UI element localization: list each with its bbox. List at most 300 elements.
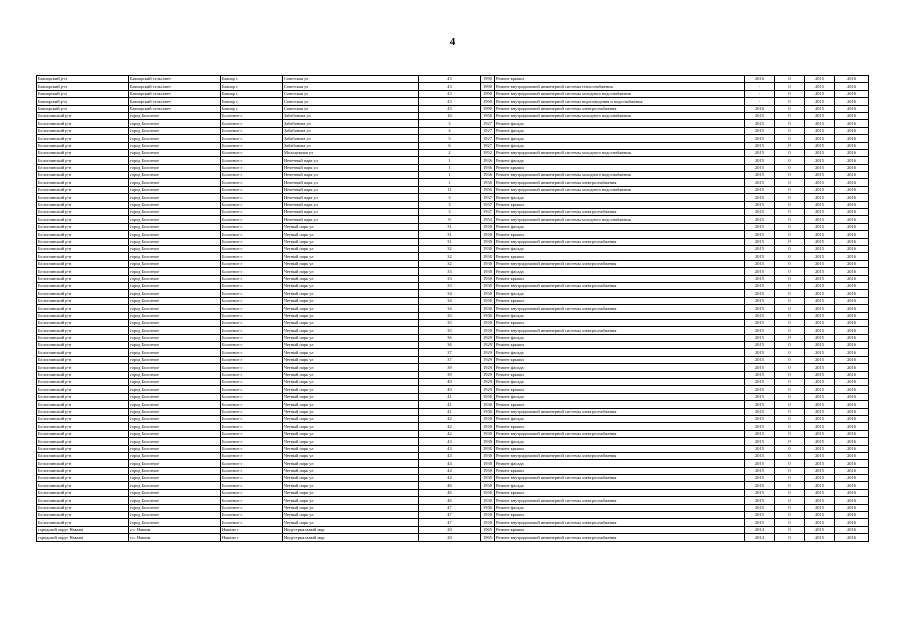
cell-municipality: г.о. Наказм <box>129 526 221 533</box>
cell-period-start: 2015 <box>805 194 835 201</box>
cell-street: Четный парк ул <box>283 415 419 422</box>
cell-period-start: 2015 <box>805 157 835 164</box>
cell-period-start: 2015 <box>805 379 835 386</box>
cell-locality: Наказм г <box>221 534 283 541</box>
cell-district: Белоглинский р-н <box>37 393 129 400</box>
cell-period-start: 2015 <box>805 371 835 378</box>
cell-build-year: 1954 <box>481 216 495 223</box>
cell-cost: 0 <box>775 423 805 430</box>
cell-cost: 0 <box>775 83 805 90</box>
cell-build-year: 1929 <box>481 334 495 341</box>
cell-locality: Болотное г <box>221 297 283 304</box>
cell-locality: Болотное г <box>221 504 283 511</box>
cell-period-start: 2015 <box>805 120 835 127</box>
cell-locality: Болотное г <box>221 438 283 445</box>
cell-locality: Болотное г <box>221 223 283 230</box>
cell-street: Четный парк ул <box>283 438 419 445</box>
cell-cost: 0 <box>775 305 805 312</box>
cell-period-start: 2015 <box>805 386 835 393</box>
cell-house-number: 36 <box>419 334 481 341</box>
cell-plan-year: 2015 <box>745 157 775 164</box>
cell-house-number: 43 <box>419 445 481 452</box>
cell-municipality: город Болотное <box>129 504 221 511</box>
cell-build-year: 1929 <box>481 386 495 393</box>
cell-build-year: 1930 <box>481 467 495 474</box>
cell-house-number: 35 <box>419 327 481 334</box>
cell-house-number: 1 <box>419 157 481 164</box>
cell-street: Четный парк ул <box>283 260 419 267</box>
cell-period-end: 2016 <box>835 260 869 267</box>
cell-period-start: 2015 <box>805 452 835 459</box>
cell-period-end: 2016 <box>835 201 869 208</box>
cell-build-year: 1930 <box>481 423 495 430</box>
cell-work-type: Ремонт внутридомовой инженерной системы электроснабжения <box>495 327 745 334</box>
cell-house-number: 41 <box>419 408 481 415</box>
cell-locality: Болотное г <box>221 460 283 467</box>
cell-period-end: 2016 <box>835 415 869 422</box>
cell-district: Белоглинский р-н <box>37 349 129 356</box>
cell-municipality: город Болотное <box>129 519 221 526</box>
cell-period-end: 2016 <box>835 452 869 459</box>
cell-house-number: 1 <box>419 172 481 179</box>
cell-period-end: 2016 <box>835 349 869 356</box>
cell-plan-year: 2015 <box>745 172 775 179</box>
cell-cost: 0 <box>775 401 805 408</box>
cell-district: Белоглинский р-н <box>37 408 129 415</box>
cell-period-start: 2015 <box>805 342 835 349</box>
cell-cost: 0 <box>775 408 805 415</box>
cell-cost: 0 <box>775 526 805 533</box>
cell-locality: Болотное г <box>221 290 283 297</box>
cell-build-year: 1929 <box>481 379 495 386</box>
cell-municipality: город Болотное <box>129 475 221 482</box>
cell-period-end: 2016 <box>835 526 869 533</box>
cell-house-number: 11 <box>419 186 481 193</box>
cell-plan-year: - <box>745 90 775 97</box>
cell-cost: 0 <box>775 149 805 156</box>
cell-build-year: 1965 <box>481 534 495 541</box>
cell-period-end: 2016 <box>835 253 869 260</box>
cell-municipality: город Болотное <box>129 445 221 452</box>
cell-house-number: 43 <box>419 105 481 112</box>
cell-municipality: город Болотное <box>129 356 221 363</box>
cell-work-type: Ремонт фасада <box>495 245 745 252</box>
table-row <box>37 379 869 386</box>
cell-house-number: 33 <box>419 282 481 289</box>
cell-plan-year: 2015 <box>745 415 775 422</box>
table-row <box>37 349 869 356</box>
cell-house-number: 3 <box>419 201 481 208</box>
cell-district: Белоглинский р-н <box>37 497 129 504</box>
cell-street: Четный парк ул <box>283 297 419 304</box>
cell-period-end: 2016 <box>835 497 869 504</box>
table-row <box>37 489 869 496</box>
cell-district: Белоглинский р-н <box>37 364 129 371</box>
cell-work-type: Ремонт крыши <box>495 371 745 378</box>
cell-build-year: 1930 <box>481 245 495 252</box>
cell-street: Индустриальный мкр <box>283 534 419 541</box>
cell-street: Четный парк ул <box>283 489 419 496</box>
cell-street: Четный парк ул <box>283 482 419 489</box>
cell-district: Белоглинский р-н <box>37 371 129 378</box>
cell-locality: Болотное г <box>221 519 283 526</box>
cell-work-type: Ремонт крыши <box>495 467 745 474</box>
cell-cost: 0 <box>775 186 805 193</box>
cell-work-type: Ремонт фасада <box>495 379 745 386</box>
cell-district: Белоглинский р-н <box>37 305 129 312</box>
cell-municipality: город Болотное <box>129 364 221 371</box>
cell-plan-year: 2015 <box>745 290 775 297</box>
cell-work-type: Ремонт внутридомовой инженерной системы холодного водоснабжения <box>495 112 745 119</box>
cell-work-type: Ремонт внутридомовой инженерной системы электроснабжения <box>495 238 745 245</box>
cell-street: Четный парк ул <box>283 223 419 230</box>
cell-municipality: Бакчарский сельсовет <box>129 83 221 90</box>
cell-period-end: 2016 <box>835 179 869 186</box>
cell-cost: 0 <box>775 112 805 119</box>
cell-house-number: 40 <box>419 379 481 386</box>
cell-build-year: 1927 <box>481 120 495 127</box>
cell-district: Белоглинский р-н <box>37 519 129 526</box>
cell-work-type: Ремонт внутридомовой инженерной системы холодного водоснабжения <box>495 186 745 193</box>
cell-district: Белоглинский р-н <box>37 356 129 363</box>
cell-locality: Болотное г <box>221 149 283 156</box>
cell-build-year: 1930 <box>481 231 495 238</box>
cell-municipality: город Болотное <box>129 127 221 134</box>
cell-plan-year: 2015 <box>745 327 775 334</box>
cell-locality: Болотное г <box>221 467 283 474</box>
cell-work-type: Ремонт крыши <box>495 386 745 393</box>
cell-house-number: 1 <box>419 164 481 171</box>
table-row <box>37 534 869 541</box>
cell-build-year: 1930 <box>481 445 495 452</box>
cell-build-year: 1930 <box>481 393 495 400</box>
table-row <box>37 430 869 437</box>
cell-street: Четный парк ул <box>283 238 419 245</box>
cell-street: Четный парк ул <box>283 497 419 504</box>
cell-house-number: 41 <box>419 393 481 400</box>
cell-plan-year: 2015 <box>745 268 775 275</box>
cell-district: Белоглинский р-н <box>37 127 129 134</box>
cell-cost: 0 <box>775 364 805 371</box>
table-row <box>37 334 869 341</box>
cell-district: Белоглинский р-н <box>37 135 129 142</box>
cell-work-type: Ремонт внутридомовой инженерной системы холодного водоснабжения <box>495 172 745 179</box>
cell-cost: 0 <box>775 497 805 504</box>
cell-plan-year: 2015 <box>745 253 775 260</box>
cell-work-type: Ремонт крыши <box>495 231 745 238</box>
cell-house-number: 43 <box>419 438 481 445</box>
cell-locality: Болотное г <box>221 393 283 400</box>
cell-build-year: 1929 <box>481 356 495 363</box>
cell-locality: Болотное г <box>221 209 283 216</box>
cell-period-end: 2016 <box>835 231 869 238</box>
cell-municipality: г.о. Наказм <box>129 534 221 541</box>
cell-municipality: город Болотное <box>129 386 221 393</box>
cell-municipality: город Болотное <box>129 489 221 496</box>
cell-work-type: Ремонт внутридомовой инженерной системы электроснабжения <box>495 497 745 504</box>
table-row <box>37 112 869 119</box>
cell-plan-year: 2015 <box>745 460 775 467</box>
cell-build-year: 1929 <box>481 364 495 371</box>
cell-period-start: 2015 <box>805 164 835 171</box>
cell-locality: Болотное г <box>221 386 283 393</box>
cell-municipality: Бакчарский сельсовет <box>129 105 221 112</box>
cell-house-number: 42 <box>419 430 481 437</box>
cell-locality: Болотное г <box>221 482 283 489</box>
cell-period-end: 2016 <box>835 401 869 408</box>
cell-municipality: город Болотное <box>129 216 221 223</box>
cell-street: Четный парк ул <box>283 430 419 437</box>
cell-district: городской округ Наказм <box>37 526 129 533</box>
cell-district: Белоглинский р-н <box>37 142 129 149</box>
cell-district: Белоглинский р-н <box>37 423 129 430</box>
cell-municipality: город Болотное <box>129 305 221 312</box>
cell-period-end: 2016 <box>835 245 869 252</box>
cell-house-number: 20 <box>419 534 481 541</box>
cell-plan-year: 2015 <box>745 179 775 186</box>
cell-period-start: 2015 <box>805 519 835 526</box>
cell-cost: 0 <box>775 482 805 489</box>
cell-district: Белоглинский р-н <box>37 475 129 482</box>
cell-street: Четный парк ул <box>283 342 419 349</box>
cell-work-type: Ремонт фасада <box>495 312 745 319</box>
cell-cost: 0 <box>775 519 805 526</box>
cell-work-type: Ремонт внутридомовой инженерной системы электроснабжения <box>495 179 745 186</box>
cell-house-number: 16 <box>419 112 481 119</box>
cell-house-number: 36 <box>419 342 481 349</box>
cell-period-end: 2016 <box>835 157 869 164</box>
cell-locality: Болотное г <box>221 201 283 208</box>
cell-period-start: 2015 <box>805 282 835 289</box>
cell-district: Белоглинский р-н <box>37 386 129 393</box>
cell-street: Четный парк ул <box>283 475 419 482</box>
cell-build-year: 1930 <box>481 519 495 526</box>
cell-house-number: 43 <box>419 76 481 83</box>
table-row <box>37 401 869 408</box>
cell-plan-year: 2015 <box>745 186 775 193</box>
cell-period-start: 2015 <box>805 98 835 105</box>
cell-district: Белоглинский р-н <box>37 430 129 437</box>
cell-plan-year: 2016 <box>745 105 775 112</box>
cell-build-year: 1956 <box>481 186 495 193</box>
cell-street: Нечетный парк ул <box>283 201 419 208</box>
cell-plan-year: 2015 <box>745 401 775 408</box>
cell-period-end: 2016 <box>835 142 869 149</box>
cell-plan-year: 2015 <box>745 238 775 245</box>
cell-house-number: 34 <box>419 290 481 297</box>
cell-district: Белоглинский р-н <box>37 460 129 467</box>
cell-period-start: 2015 <box>805 186 835 193</box>
cell-municipality: город Болотное <box>129 120 221 127</box>
cell-house-number: 6 <box>419 142 481 149</box>
cell-cost: 0 <box>775 438 805 445</box>
cell-locality: Болотное г <box>221 512 283 519</box>
cell-house-number: 8 <box>419 216 481 223</box>
page-number: 4 <box>449 36 456 48</box>
cell-period-end: 2016 <box>835 534 869 541</box>
cell-locality: Болотное г <box>221 186 283 193</box>
table-row <box>37 245 869 252</box>
cell-work-type: Ремонт внутридомовой инженерной системы водоотведения и водоснабжения <box>495 98 745 105</box>
cell-build-year: 1936 <box>481 179 495 186</box>
cell-plan-year: - <box>745 98 775 105</box>
cell-cost: 0 <box>775 253 805 260</box>
cell-municipality: город Болотное <box>129 275 221 282</box>
cell-period-start: 2015 <box>805 223 835 230</box>
cell-municipality: город Болотное <box>129 135 221 142</box>
cell-cost: 0 <box>775 245 805 252</box>
cell-period-end: 2016 <box>835 319 869 326</box>
cell-district: Белоглинский р-н <box>37 112 129 119</box>
cell-street: Забабонова ул <box>283 135 419 142</box>
cell-district: Белоглинский р-н <box>37 445 129 452</box>
cell-street: Четный парк ул <box>283 423 419 430</box>
cell-district: Белоглинский р-н <box>37 452 129 459</box>
cell-work-type: Ремонт крыши <box>495 512 745 519</box>
cell-street: Советская ул <box>283 90 419 97</box>
cell-street: Нечетный парк ул <box>283 194 419 201</box>
cell-district: Белоглинский р-н <box>37 482 129 489</box>
cell-plan-year: 2015 <box>745 334 775 341</box>
cell-plan-year: - <box>745 83 775 90</box>
cell-period-end: 2016 <box>835 475 869 482</box>
cell-period-start: 2015 <box>805 349 835 356</box>
cell-period-end: 2016 <box>835 327 869 334</box>
cell-work-type: Ремонт фасада <box>495 120 745 127</box>
cell-district: Белоглинский р-н <box>37 290 129 297</box>
table-row <box>37 371 869 378</box>
cell-locality: Болотное г <box>221 408 283 415</box>
cell-municipality: город Болотное <box>129 282 221 289</box>
cell-municipality: город Болотное <box>129 415 221 422</box>
cell-period-start: 2015 <box>805 312 835 319</box>
cell-period-end: 2016 <box>835 504 869 511</box>
cell-street: Забабонова ул <box>283 120 419 127</box>
cell-house-number: 1 <box>419 179 481 186</box>
cell-plan-year: 2015 <box>745 512 775 519</box>
cell-locality: Болотное г <box>221 216 283 223</box>
cell-work-type: Ремонт фасада <box>495 142 745 149</box>
cell-locality: Болотное г <box>221 231 283 238</box>
cell-municipality: город Болотное <box>129 149 221 156</box>
cell-period-end: 2016 <box>835 238 869 245</box>
cell-municipality: Бакчарский сельсовет <box>129 98 221 105</box>
cell-plan-year: 2015 <box>745 164 775 171</box>
table-row <box>37 157 869 164</box>
cell-build-year: 1930 <box>481 482 495 489</box>
cell-municipality: город Болотное <box>129 512 221 519</box>
cell-work-type: Ремонт крыши <box>495 526 745 533</box>
cell-plan-year: 2015 <box>745 393 775 400</box>
cell-cost: 0 <box>775 201 805 208</box>
cell-street: Четный парк ул <box>283 349 419 356</box>
table-row <box>37 120 869 127</box>
cell-build-year: 1936 <box>481 172 495 179</box>
cell-municipality: город Болотное <box>129 260 221 267</box>
cell-street: Индустриальный мкр <box>283 526 419 533</box>
cell-locality: Бакчар с <box>221 83 283 90</box>
cell-municipality: город Болотное <box>129 401 221 408</box>
cell-work-type: Ремонт фасада <box>495 127 745 134</box>
cell-street: Четный парк ул <box>283 305 419 312</box>
cell-district: Белоглинский р-н <box>37 149 129 156</box>
cell-street: Забабонова ул <box>283 112 419 119</box>
cell-district: Белоглинский р-н <box>37 379 129 386</box>
cell-street: Четный парк ул <box>283 371 419 378</box>
cell-period-end: 2016 <box>835 223 869 230</box>
cell-work-type: Ремонт внутридомовой инженерной системы электроснабжения <box>495 408 745 415</box>
cell-build-year: 1930 <box>481 401 495 408</box>
cell-cost: 0 <box>775 379 805 386</box>
cell-build-year: 1930 <box>481 238 495 245</box>
cell-period-end: 2016 <box>835 342 869 349</box>
cell-plan-year: 2015 <box>745 408 775 415</box>
cell-cost: 0 <box>775 194 805 201</box>
cell-district: Белоглинский р-н <box>37 238 129 245</box>
cell-plan-year: 2014 <box>745 526 775 533</box>
cell-period-start: 2015 <box>805 245 835 252</box>
cell-locality: Болотное г <box>221 415 283 422</box>
cell-period-end: 2016 <box>835 290 869 297</box>
cell-municipality: город Болотное <box>129 438 221 445</box>
cell-locality: Болотное г <box>221 371 283 378</box>
cell-period-end: 2016 <box>835 216 869 223</box>
cell-period-start: 2015 <box>805 423 835 430</box>
cell-period-end: 2016 <box>835 98 869 105</box>
cell-street: Советская ул <box>283 105 419 112</box>
cell-house-number: 35 <box>419 312 481 319</box>
cell-cost: 0 <box>775 268 805 275</box>
cell-period-end: 2016 <box>835 112 869 119</box>
cell-cost: 0 <box>775 297 805 304</box>
cell-house-number: 35 <box>419 319 481 326</box>
cell-locality: Болотное г <box>221 327 283 334</box>
cell-plan-year: 2015 <box>745 379 775 386</box>
cell-plan-year: 2015 <box>745 319 775 326</box>
cell-house-number: 40 <box>419 386 481 393</box>
cell-locality: Болотное г <box>221 260 283 267</box>
cell-municipality: город Болотное <box>129 349 221 356</box>
table-row <box>37 512 869 519</box>
cell-cost: 0 <box>775 216 805 223</box>
cell-period-start: 2015 <box>805 142 835 149</box>
cell-build-year: 1990 <box>481 98 495 105</box>
cell-house-number: 3 <box>419 120 481 127</box>
cell-cost: 0 <box>775 489 805 496</box>
cell-locality: Наказм г <box>221 526 283 533</box>
cell-cost: 0 <box>775 90 805 97</box>
cell-plan-year: 2015 <box>745 209 775 216</box>
cell-period-start: 2015 <box>805 90 835 97</box>
cell-build-year: 1930 <box>481 475 495 482</box>
cell-locality: Болотное г <box>221 157 283 164</box>
repair-schedule-table <box>36 75 869 542</box>
cell-locality: Болотное г <box>221 164 283 171</box>
cell-house-number: 46 <box>419 489 481 496</box>
cell-work-type: Ремонт внутридомовой инженерной системы электроснабжения <box>495 475 745 482</box>
cell-house-number: 33 <box>419 275 481 282</box>
cell-build-year: 1930 <box>481 275 495 282</box>
cell-plan-year: 2015 <box>745 275 775 282</box>
cell-period-start: 2015 <box>805 534 835 541</box>
cell-street: Четный парк ул <box>283 408 419 415</box>
cell-locality: Болотное г <box>221 275 283 282</box>
cell-period-start: 2015 <box>805 238 835 245</box>
cell-period-end: 2016 <box>835 297 869 304</box>
cell-locality: Болотное г <box>221 112 283 119</box>
table-row <box>37 127 869 134</box>
table-row <box>37 364 869 371</box>
